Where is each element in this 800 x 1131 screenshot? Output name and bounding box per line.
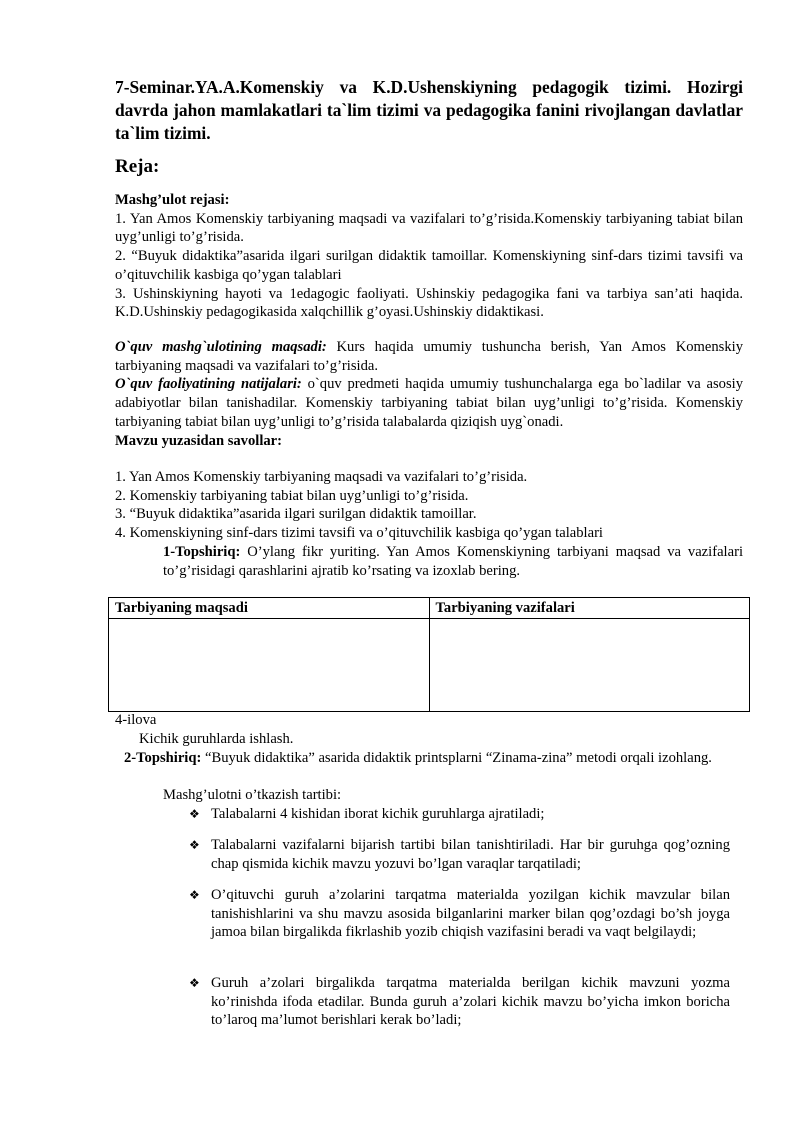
question-item: 4. Komenskiyning sinf-dars tizimi tavsifi va o’qituvchilik kasbiga qo’ygan talablari: [115, 525, 603, 542]
diamond-bullet-icon: ❖: [189, 976, 200, 990]
list-item-text: O’qituvchi guruh a’zolarini tarqatma materialda yozilgan kichik mavzular bilan tanishishlarini va shu mavzu asosida bilganlarini marker bilan qog’ozdagi bo’sh joyga jamoa bilan birgalikda fikrlashib yozib chiqish vazifasini beradi va vaqt belgilaydi;: [211, 887, 730, 941]
plan-item: 1. Yan Amos Komenskiy tarbiyaning maqsadi va vazifalari to’g’risida.Komenskiy tarbiyaning tabiat bilan uyg’unligi to’g’risida.: [115, 210, 743, 246]
goal-label: O`quv mashg`ulotining maqsadi:: [115, 339, 327, 355]
task1-label: 1-Topshiriq:: [163, 544, 241, 560]
small-groups-label: Kichik guruhlarda ishlash.: [139, 731, 294, 747]
results-text: o`quv predmeti haqida umumiy tushunchalarga ega bo`ladilar va asosiy adabiyotlar bilan tanishadilar. Komenskiy tarbiyaning tabiat bilan uyg’unligi to’g’risida. Komenskiy tarbiyaning tabiat bilan uyg’unligi to’g’risida talabalarda qiziqish uyg`onadi.: [115, 376, 743, 430]
questions-list: [115, 468, 743, 543]
table-header-tasks: Tarbiyaning vazifalari: [429, 598, 750, 619]
list-item: [189, 836, 730, 873]
task1-paragraph: [163, 543, 743, 580]
diamond-bullet-icon: ❖: [189, 807, 200, 821]
question-item: 1. Yan Amos Komenskiy tarbiyaning maqsadi va vazifalari to’g’risida.: [115, 469, 528, 485]
diamond-bullet-icon: ❖: [189, 838, 200, 852]
plan-item: 2. “Buyuk didaktika”asarida ilgari surilgan didaktik tamoillar. Komenskiyning sinf-dars tizimi tavsifi va o’qituvchilik kasbiga qo’ygan talablari: [115, 248, 743, 283]
procedure-heading: Mashg’ulotni o’tkazish tartibi:: [163, 787, 342, 803]
question-item: 2. Komenskiy tarbiyaning tabiat bilan uyg’unligi to’g’risida.: [115, 487, 469, 504]
results-paragraph: [115, 375, 743, 431]
appendix-label: 4-ilova: [115, 712, 157, 728]
goals-tasks-table: [108, 597, 750, 712]
plan-item: 3. Ushinskiyning hayoti va 1edagogic faoliyati. Ushinskiy pedagogika fani va tarbiya san’ati haqida. K.D.Ushinskiy pedagogikasida xalqchillik g’oyasi.Ushinskiy didaktikasi.: [115, 285, 743, 321]
lesson-plan-section: [115, 191, 743, 322]
list-item-text: Guruh a’zolari birgalikda tarqatma materialda berilgan kichik mavzuni yozma ko’rinishda ifoda etadilar. Bunda guruh a’zolari kichik mavzu bo’yicha imkon boricha to’laroq ma’lumot berishlari kerak bo’ladi;: [211, 975, 730, 1029]
question-item: 3. “Buyuk didaktika”asarida ilgari surilgan didaktik tamoillar.: [115, 506, 477, 523]
task2-text: “Buyuk didaktika” asarida didaktik printsplarni “Zinama-zina” metodi orqali izohlang.: [201, 750, 712, 766]
table-header-row: [109, 598, 750, 619]
goals-section: [115, 338, 743, 450]
results-label: O`quv faoliyatining natijalari:: [115, 376, 302, 393]
list-item: [189, 974, 730, 1030]
table-cell-tasks[interactable]: [429, 619, 750, 712]
list-item: [189, 805, 730, 824]
questions-heading: Mavzu yuzasidan savollar:: [115, 432, 283, 449]
plan-heading: Mashg’ulot rejasi:: [115, 192, 230, 208]
list-item-text: Talabalarni vazifalarni bijarish tartibi bilan tanishtiriladi. Har bir guruhga qog’ozning chap qismida kichik mavzu yozuvi bo’lgan varaqlar tarqatiladi;: [211, 837, 730, 872]
table-row: [109, 619, 750, 712]
list-item-text: Talabalarni 4 kishidan iborat kichik guruhlarga ajratiladi;: [211, 806, 545, 822]
document-title: 7-Seminar.YA.A.Komenskiy va K.D.Ushenskiyning pedagogik tizimi. Hozirgi davrda jahon mamlakatlari ta`lim tizimi va pedagogika fanini rivojlangan davlatlar ta`lim tizimi.: [115, 77, 743, 143]
table-header-goals: Tarbiyaning maqsadi: [109, 598, 430, 619]
goal-text: Kurs haqida umumiy tushuncha berish, Yan Amos Komenskiy tarbiyaning maqsadi va vazifalari to’g’risida.: [115, 339, 743, 374]
task1-text: O’ylang fikr yuriting. Yan Amos Komenskiyning tarbiyani maqsad va vazifalari to’g’risidagi qarashlarini ajratib ko’rsating va izoxlab bering.: [163, 544, 743, 579]
diamond-bullet-icon: ❖: [189, 888, 200, 902]
plan-label: Reja:: [115, 156, 160, 177]
task2-label: 2-Topshiriq:: [124, 750, 202, 766]
task2-paragraph: [124, 749, 730, 768]
table-cell-goals[interactable]: [109, 619, 430, 712]
list-item: [189, 886, 730, 942]
goal-paragraph: [115, 338, 743, 375]
